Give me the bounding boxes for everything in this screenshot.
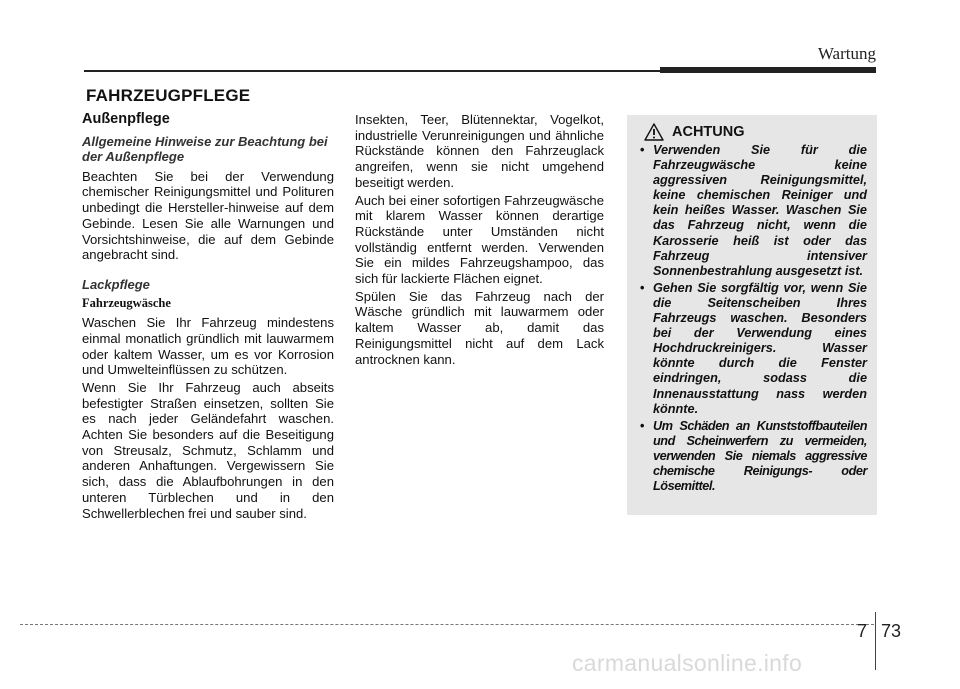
heading-exterior-care: Außenpflege [82,111,170,127]
subheading-general-notes: Allgemeine Hinweise zur Beachtung bei der Außenpflege [82,133,328,165]
paragraph-rinse: Spülen Sie das Fahrzeug nach der Wäsche gründlich mit lauwarmem oder kaltem Wasser ab, damit das Reinigungsmittel nicht auf dem Lack antrocknen kann. [355,288,604,367]
caution-header [644,123,867,141]
caution-box [627,115,877,515]
caution-title: ACHTUNG [672,124,745,140]
left-column [82,112,334,523]
watermark: carmanualsonline.info [572,650,803,676]
middle-column [355,112,604,369]
subheading-car-wash: Fahrzeugwäsche [82,296,171,311]
subheading-paint-care: Lackpflege [82,276,150,292]
caution-item: • Um Schäden an Kunststoffbauteilen und Scheinwerfern zu vermeiden, verwenden Sie niemals aggressive chemische Reinigungs- oder Lösemittel. [638,419,867,494]
caution-item: • Gehen Sie sorgfältig vor, wenn Sie die Seitenscheiben Ihres Fahrzeugs waschen. Besonders bei der Verwendung eines Hochdruckreinigers. Wasser könnte durch die Fenster eindringen, sodass die Innenausstattung nass werden könnte. [638,281,867,417]
chapter-number: 7 [857,621,868,641]
header-rule-accent [660,67,876,73]
paragraph-residues: Insekten, Teer, Blütennektar, Vogelkot, industrielle Verunreinigungen und ähnliche Rückstände können den Fahrzeuglack angreifen, wenn sie nicht umgehend beseitigt werden. [355,112,604,190]
caution-list [638,143,867,494]
page-number-divider [875,612,876,670]
paragraph-car-wash-1: Waschen Sie Ihr Fahrzeug mindestens einmal monatlich gründlich mit lauwarmem oder kaltem Wasser, um es vor Korrosion und Umwelteinflüssen zu schützen. [82,315,334,378]
paragraph-general-notes: Beachten Sie bei der Verwendung chemischer Reinigungsmittel und Polituren unbedingt die Hersteller-hinweise auf dem Gebinde. Lesen Sie alle Warnungen und Vorsichtshinweise, die auf dem Gebinde angebracht sind. [82,168,334,263]
warning-triangle-icon [644,123,664,141]
chapter-title: Wartung [817,44,876,63]
page-number: 73 [881,621,902,641]
caution-item: • Verwenden Sie für die Fahrzeugwäsche keine aggressiven Reinigungsmittel, keine chemischen Reiniger und kein heißes Wasser. Waschen Sie das Fahrzeug nicht, wenn die Karosserie heiß ist oder das Fahrzeug intensiver Sonnenbestrahlung ausgesetzt ist. [638,143,867,279]
footer-rule [20,624,874,625]
paragraph-car-wash-2: Wenn Sie Ihr Fahrzeug auch abseits befestigter Straßen einsetzen, sollten Sie es nach jeder Geländefahrt waschen. Achten Sie besonders auf die Beseitigung von Streusalz, Schmutz, Schlamm und anderen Anhaftungen. Vergewissern Sie sich, dass die Ablaufbohrungen in den unteren Türblechen und in den Schwellerblechen frei und sauber sind. [82,379,334,521]
paragraph-shampoo: Auch bei einer sofortigen Fahrzeugwäsche mit klarem Wasser können derartige Rückstände unter Umständen nicht vollständig entfernt werden. Verwenden Sie ein mildes Fahrzeugshampoo, das sich für lackierte Flächen eignet. [355,192,604,287]
section-title: FAHRZEUGPFLEGE [86,86,251,105]
